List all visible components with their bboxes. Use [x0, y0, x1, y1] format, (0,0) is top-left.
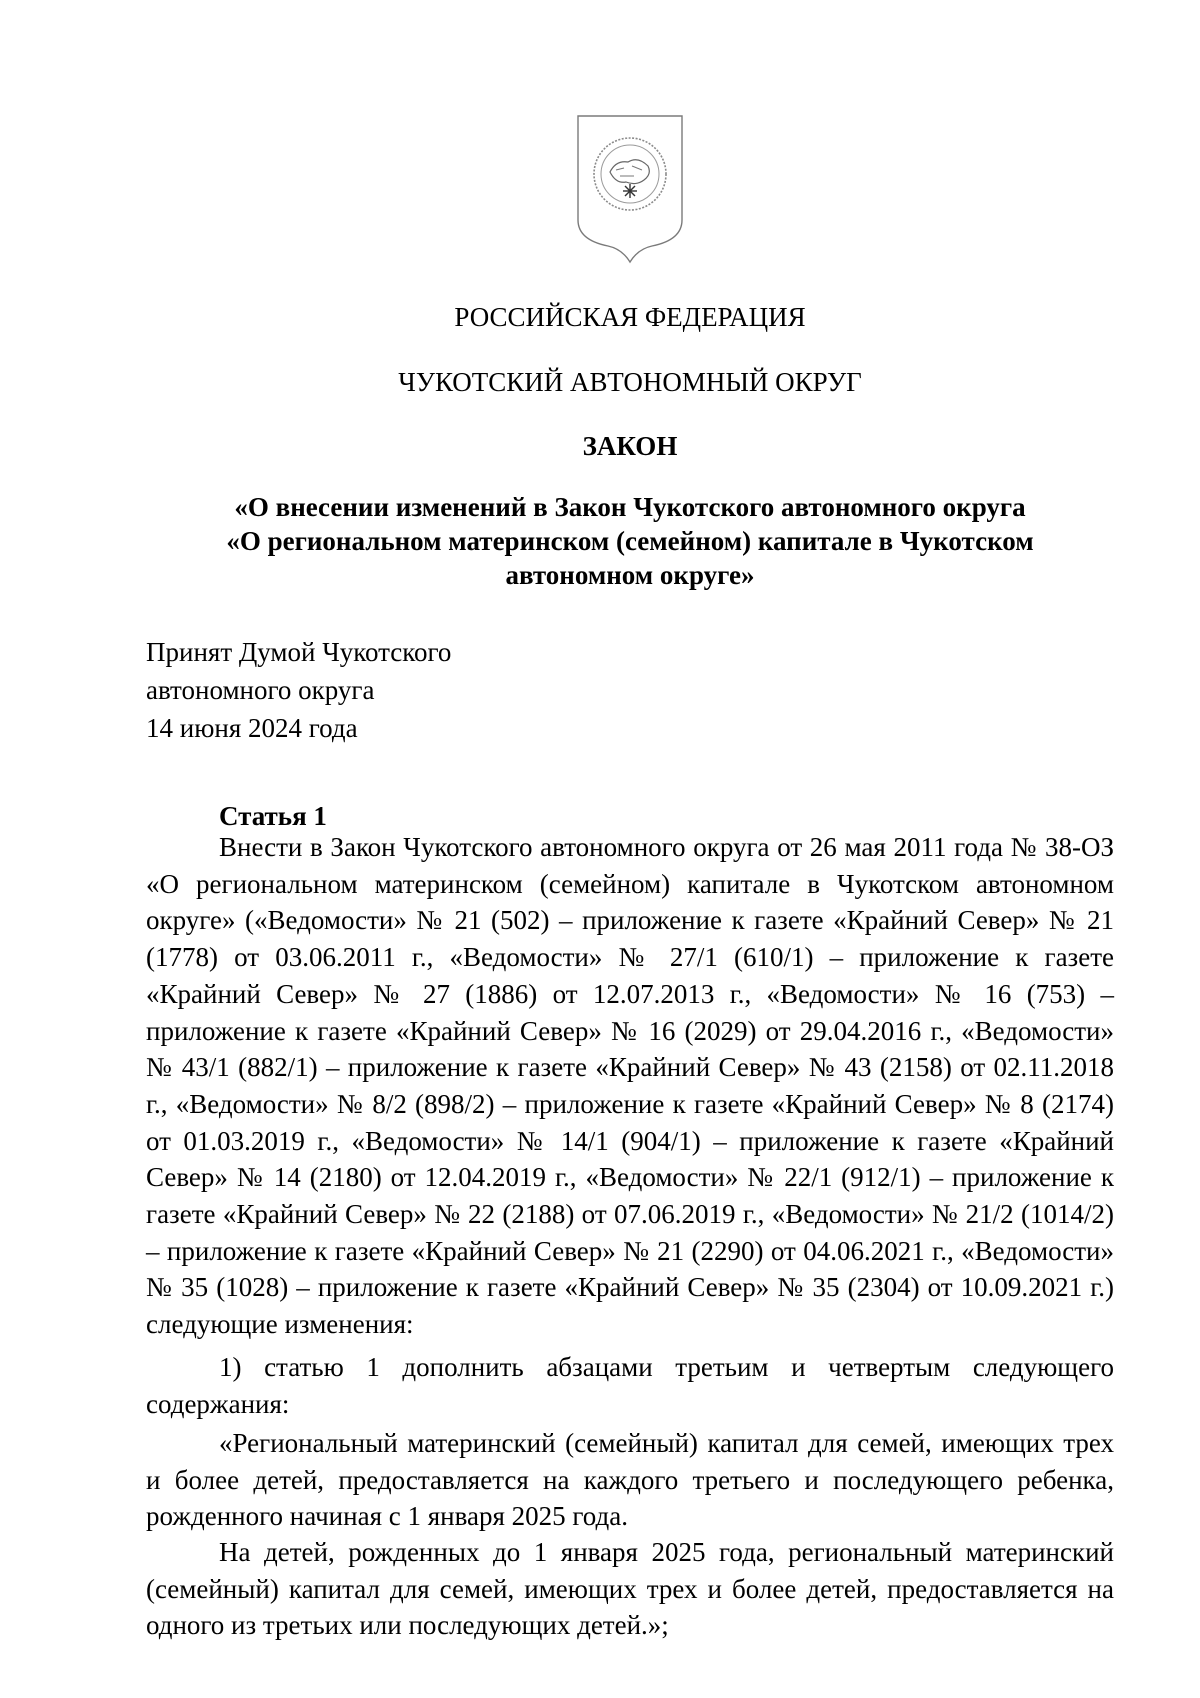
title-line: «О региональном материнском (семейном) капитале в Чукотском	[226, 526, 1034, 556]
law-title	[190, 490, 1070, 592]
adoption-date: 14 июня 2024 года	[146, 713, 358, 743]
adoption-line: Принят Думой Чукотского	[146, 637, 452, 667]
adoption-line: автономного округа	[146, 675, 375, 705]
region-name: ЧУКОТСКИЙ АВТОНОМНЫЙ ОКРУГ	[398, 367, 862, 397]
amendment-quote-paragraph: На детей, рожденных до 1 января 2025 года, региональный материнский (семейный) капитал для семей, имеющих трех и более детей, предоставляется на одного из третьих или последующих детей.»;	[146, 1537, 1114, 1641]
amendment-quote-paragraph: «Региональный материнский (семейный) капитал для семей, имеющих трех и более детей, предоставляется на каждого третьего и последующего ребенка, рожденного начиная с 1 января 2025 года.	[146, 1428, 1114, 1532]
adoption-note	[146, 633, 451, 747]
amendment-item-1: 1) статью 1 дополнить абзацами третьим и четвертым следующего содержания:	[146, 1352, 1114, 1419]
coat-of-arms-icon	[572, 112, 688, 264]
article-intro-paragraph: Внести в Закон Чукотского автономного округа от 26 мая 2011 года № 38-ОЗ «О региональном материнском (семейном) капитале в Чукотском автономном округе» («Ведомости» № 21 (502) – приложение к газете «Крайний Север» № 21 (1778) от 03.06.2011 г., «Ведомости» № 27/1 (610/1) – приложение к газете «Крайний Север» № 27 (1886) от 12.07.2013 г., «Ведомости» № 16 (753) – приложение к газете «Крайний Север» № 16 (2029) от 29.04.2016 г., «Ведомости» № 43/1 (882/1) – приложение к газете «Крайний Север» № 43 (2158) от 02.11.2018 г., «Ведомости» № 8/2 (898/2) – приложение к газете «Крайний Север» № 8 (2174) от 01.03.2019 г., «Ведомости» № 14/1 (904/1) – приложение к газете «Крайний Север» № 14 (2180) от 12.04.2019 г., «Ведомости» № 22/1 (912/1) – приложение к газете «Крайний Север» № 22 (2188) от 07.06.2019 г., «Ведомости» № 21/2 (1014/2) – приложение к газете «Крайний Север» № 21 (2290) от 04.06.2021 г., «Ведомости» № 35 (1028) – приложение к газете «Крайний Север» № 35 (2304) от 10.09.2021 г.) следующие изменения:	[146, 832, 1114, 1340]
title-line: «О внесении изменений в Закон Чукотского автономного округа	[234, 492, 1026, 522]
article-heading: Статья 1	[219, 801, 327, 831]
title-line: автономном округе»	[505, 560, 755, 590]
country-name: РОССИЙСКАЯ ФЕДЕРАЦИЯ	[454, 302, 806, 332]
document-type: ЗАКОН	[582, 431, 678, 461]
